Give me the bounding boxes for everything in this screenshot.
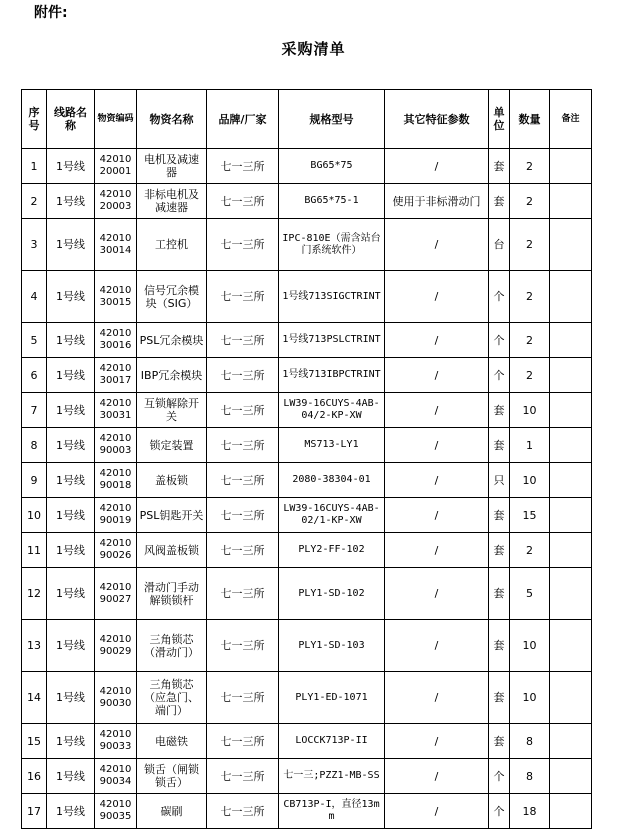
cell-remark (550, 794, 592, 829)
cell-code: 4201030015 (95, 271, 137, 323)
cell-spec: 1号线713PSLCTRINT (279, 323, 385, 358)
cell-brand: 七一三所 (207, 568, 279, 620)
cell-line: 1号线 (47, 358, 95, 393)
cell-brand: 七一三所 (207, 393, 279, 428)
cell-no: 9 (22, 463, 47, 498)
cell-name: 三角锁芯（应急门、端门） (137, 672, 207, 724)
cell-remark (550, 184, 592, 219)
cell-param: / (385, 393, 489, 428)
table-row (22, 759, 592, 794)
cell-brand: 七一三所 (207, 620, 279, 672)
cell-no: 13 (22, 620, 47, 672)
cell-param: / (385, 724, 489, 759)
cell-qty: 5 (510, 568, 550, 620)
cell-line: 1号线 (47, 393, 95, 428)
cell-unit: 个 (489, 271, 510, 323)
cell-param: / (385, 672, 489, 724)
cell-param: / (385, 219, 489, 271)
cell-no: 14 (22, 672, 47, 724)
table-row (22, 219, 592, 271)
table-row (22, 568, 592, 620)
cell-remark (550, 533, 592, 568)
cell-name: 盖板锁 (137, 463, 207, 498)
cell-code: 4201030014 (95, 219, 137, 271)
cell-unit: 套 (489, 393, 510, 428)
cell-remark (550, 620, 592, 672)
cell-param: / (385, 463, 489, 498)
cell-no: 12 (22, 568, 47, 620)
cell-spec: IPC-810E（需含站台门系统软件） (279, 219, 385, 271)
table-row (22, 271, 592, 323)
cell-unit: 套 (489, 498, 510, 533)
cell-remark (550, 149, 592, 184)
cell-name: PSL钥匙开关 (137, 498, 207, 533)
table-row (22, 498, 592, 533)
cell-line: 1号线 (47, 498, 95, 533)
cell-param: / (385, 759, 489, 794)
table-header-row (22, 90, 592, 149)
cell-line: 1号线 (47, 184, 95, 219)
cell-name: PSL冗余模块 (137, 323, 207, 358)
cell-qty: 2 (510, 271, 550, 323)
cell-param: / (385, 428, 489, 463)
table-row (22, 463, 592, 498)
cell-brand: 七一三所 (207, 271, 279, 323)
cell-param: / (385, 271, 489, 323)
cell-spec: PLY2-FF-102 (279, 533, 385, 568)
cell-remark (550, 568, 592, 620)
cell-line: 1号线 (47, 271, 95, 323)
cell-code: 4201090003 (95, 428, 137, 463)
cell-spec: PLY1-SD-102 (279, 568, 385, 620)
cell-code: 4201030017 (95, 358, 137, 393)
cell-line: 1号线 (47, 428, 95, 463)
cell-remark (550, 219, 592, 271)
cell-no: 3 (22, 219, 47, 271)
table-row (22, 393, 592, 428)
cell-unit: 个 (489, 323, 510, 358)
cell-line: 1号线 (47, 149, 95, 184)
cell-no: 11 (22, 533, 47, 568)
cell-remark (550, 724, 592, 759)
table-row (22, 533, 592, 568)
cell-remark (550, 323, 592, 358)
cell-qty: 18 (510, 794, 550, 829)
cell-spec: LW39-16CUYS-4AB-04/2-KP-XW (279, 393, 385, 428)
col-header-no: 序号 (22, 90, 47, 149)
cell-name: 信号冗余模块（SIG） (137, 271, 207, 323)
table-row (22, 149, 592, 184)
cell-unit: 套 (489, 428, 510, 463)
cell-brand: 七一三所 (207, 533, 279, 568)
cell-param: / (385, 533, 489, 568)
cell-name: IBP冗余模块 (137, 358, 207, 393)
cell-spec: CB713P-I，直径13mm (279, 794, 385, 829)
cell-qty: 2 (510, 184, 550, 219)
cell-unit: 个 (489, 358, 510, 393)
col-header-line: 线路名称 (47, 90, 95, 149)
cell-brand: 七一三所 (207, 463, 279, 498)
cell-unit: 套 (489, 149, 510, 184)
cell-line: 1号线 (47, 568, 95, 620)
cell-spec: PLY1-ED-1071 (279, 672, 385, 724)
col-header-remark: 备注 (550, 90, 592, 149)
cell-line: 1号线 (47, 219, 95, 271)
cell-unit: 台 (489, 219, 510, 271)
cell-spec: PLY1-SD-103 (279, 620, 385, 672)
cell-remark (550, 759, 592, 794)
cell-qty: 2 (510, 533, 550, 568)
cell-line: 1号线 (47, 463, 95, 498)
cell-remark (550, 271, 592, 323)
attachment-label: 附件: (34, 5, 68, 21)
table-row (22, 428, 592, 463)
cell-spec: MS713-LY1 (279, 428, 385, 463)
cell-brand: 七一三所 (207, 323, 279, 358)
cell-code: 4201090019 (95, 498, 137, 533)
cell-qty: 2 (510, 358, 550, 393)
table-row (22, 323, 592, 358)
cell-no: 15 (22, 724, 47, 759)
cell-remark (550, 463, 592, 498)
cell-name: 风阀盖板锁 (137, 533, 207, 568)
cell-unit: 套 (489, 533, 510, 568)
cell-param: / (385, 498, 489, 533)
cell-remark (550, 428, 592, 463)
cell-line: 1号线 (47, 620, 95, 672)
cell-line: 1号线 (47, 533, 95, 568)
cell-brand: 七一三所 (207, 498, 279, 533)
cell-qty: 10 (510, 620, 550, 672)
cell-code: 4201030016 (95, 323, 137, 358)
cell-name: 电磁铁 (137, 724, 207, 759)
cell-spec: 1号线713SIGCTRINT (279, 271, 385, 323)
col-header-param: 其它特征参数 (385, 90, 489, 149)
cell-no: 8 (22, 428, 47, 463)
cell-no: 7 (22, 393, 47, 428)
cell-remark (550, 672, 592, 724)
cell-no: 6 (22, 358, 47, 393)
cell-unit: 套 (489, 568, 510, 620)
cell-unit: 只 (489, 463, 510, 498)
cell-code: 4201030031 (95, 393, 137, 428)
col-header-brand: 品牌/厂家 (207, 90, 279, 149)
cell-param: / (385, 358, 489, 393)
cell-code: 4201090030 (95, 672, 137, 724)
cell-no: 16 (22, 759, 47, 794)
cell-code: 4201090033 (95, 724, 137, 759)
cell-code: 4201090035 (95, 794, 137, 829)
cell-spec: 七一三;PZZ1-MB-SS (279, 759, 385, 794)
table-row (22, 794, 592, 829)
cell-brand: 七一三所 (207, 184, 279, 219)
cell-qty: 8 (510, 759, 550, 794)
cell-code: 4201020001 (95, 149, 137, 184)
procurement-table (21, 89, 592, 829)
cell-no: 10 (22, 498, 47, 533)
table-row (22, 358, 592, 393)
cell-brand: 七一三所 (207, 724, 279, 759)
cell-qty: 8 (510, 724, 550, 759)
cell-code: 4201020003 (95, 184, 137, 219)
cell-remark (550, 393, 592, 428)
cell-line: 1号线 (47, 759, 95, 794)
cell-qty: 1 (510, 428, 550, 463)
cell-qty: 10 (510, 463, 550, 498)
cell-brand: 七一三所 (207, 219, 279, 271)
cell-name: 工控机 (137, 219, 207, 271)
cell-no: 4 (22, 271, 47, 323)
page-title: 采购清单 (281, 40, 346, 58)
cell-spec: LOCCK713P-II (279, 724, 385, 759)
cell-param: 使用于非标滑动门 (385, 184, 489, 219)
cell-name: 锁舌（闸锁锁舌） (137, 759, 207, 794)
cell-line: 1号线 (47, 672, 95, 724)
cell-unit: 套 (489, 724, 510, 759)
table-row (22, 184, 592, 219)
cell-line: 1号线 (47, 323, 95, 358)
cell-param: / (385, 620, 489, 672)
cell-line: 1号线 (47, 724, 95, 759)
cell-param: / (385, 149, 489, 184)
cell-qty: 10 (510, 393, 550, 428)
cell-param: / (385, 568, 489, 620)
cell-spec: 2080-38304-01 (279, 463, 385, 498)
cell-unit: 个 (489, 794, 510, 829)
cell-brand: 七一三所 (207, 358, 279, 393)
cell-code: 4201090026 (95, 533, 137, 568)
cell-code: 4201090029 (95, 620, 137, 672)
cell-name: 碳刷 (137, 794, 207, 829)
cell-code: 4201090027 (95, 568, 137, 620)
cell-code: 4201090034 (95, 759, 137, 794)
cell-qty: 2 (510, 323, 550, 358)
cell-qty: 15 (510, 498, 550, 533)
cell-no: 5 (22, 323, 47, 358)
table-row (22, 724, 592, 759)
col-header-code: 物资编码 (95, 90, 137, 149)
cell-name: 互锁解除开关 (137, 393, 207, 428)
cell-remark (550, 358, 592, 393)
col-header-spec: 规格型号 (279, 90, 385, 149)
cell-brand: 七一三所 (207, 428, 279, 463)
cell-line: 1号线 (47, 794, 95, 829)
cell-brand: 七一三所 (207, 759, 279, 794)
cell-name: 锁定装置 (137, 428, 207, 463)
cell-spec: BG65*75-1 (279, 184, 385, 219)
cell-no: 17 (22, 794, 47, 829)
cell-code: 4201090018 (95, 463, 137, 498)
cell-brand: 七一三所 (207, 149, 279, 184)
cell-unit: 套 (489, 672, 510, 724)
cell-no: 2 (22, 184, 47, 219)
cell-brand: 七一三所 (207, 672, 279, 724)
cell-brand: 七一三所 (207, 794, 279, 829)
cell-param: / (385, 794, 489, 829)
cell-name: 电机及减速器 (137, 149, 207, 184)
cell-name: 非标电机及减速器 (137, 184, 207, 219)
cell-name: 三角锁芯（滑动门） (137, 620, 207, 672)
cell-spec: 1号线713IBPCTRINT (279, 358, 385, 393)
col-header-unit: 单位 (489, 90, 510, 149)
table-row (22, 620, 592, 672)
cell-unit: 个 (489, 759, 510, 794)
cell-no: 1 (22, 149, 47, 184)
cell-spec: LW39-16CUYS-4AB-02/1-KP-XW (279, 498, 385, 533)
col-header-name: 物资名称 (137, 90, 207, 149)
cell-param: / (385, 323, 489, 358)
cell-name: 滑动门手动解锁锁杆 (137, 568, 207, 620)
cell-qty: 2 (510, 149, 550, 184)
col-header-qty: 数量 (510, 90, 550, 149)
cell-unit: 套 (489, 184, 510, 219)
cell-spec: BG65*75 (279, 149, 385, 184)
cell-qty: 10 (510, 672, 550, 724)
cell-qty: 2 (510, 219, 550, 271)
cell-unit: 套 (489, 620, 510, 672)
cell-remark (550, 498, 592, 533)
table-row (22, 672, 592, 724)
